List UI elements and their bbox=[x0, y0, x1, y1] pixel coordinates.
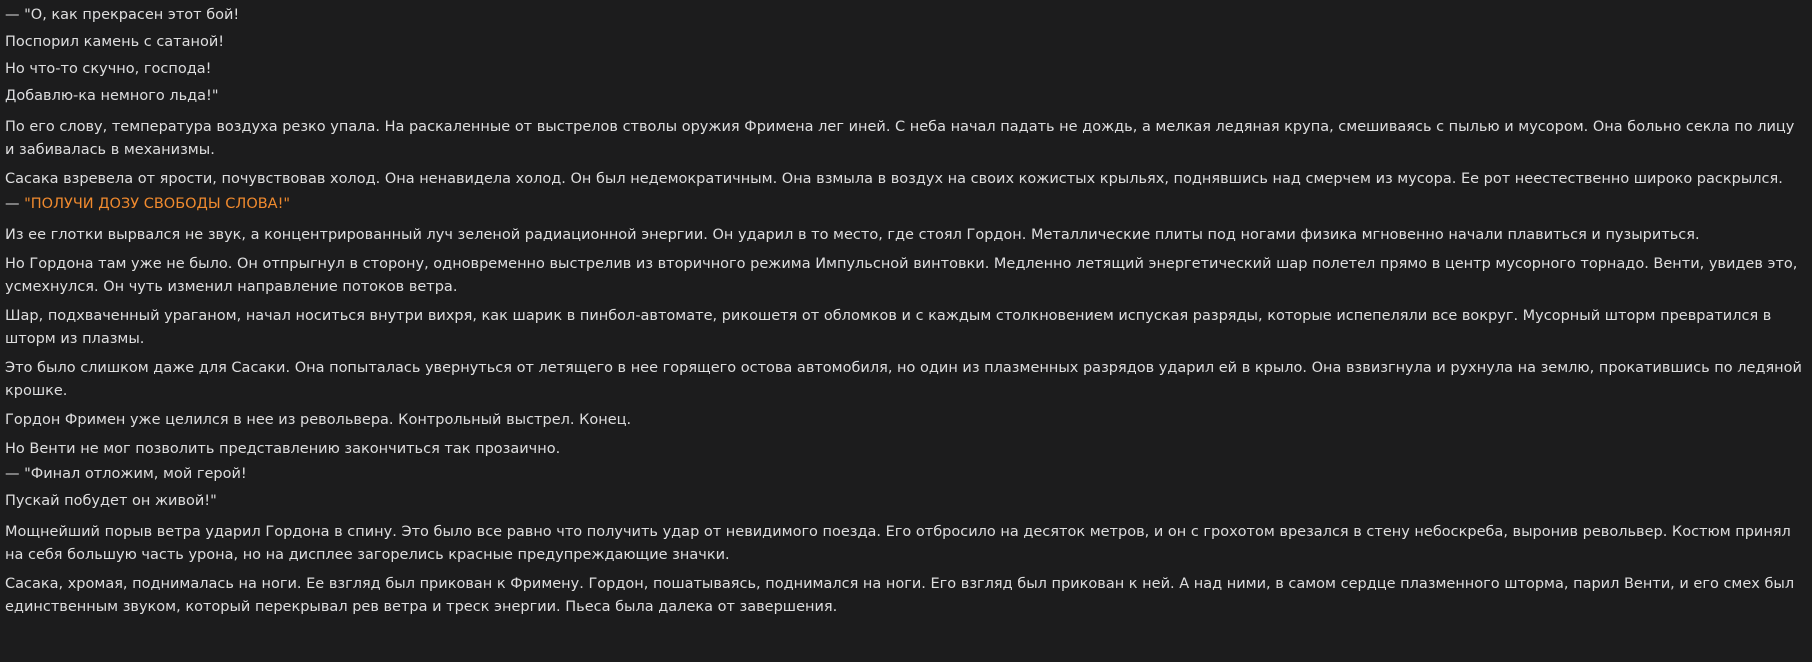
paragraph: Сасака, хромая, поднималась на ноги. Ее взгляд был прикован к Фримену. Гордон, пошатываясь, поднимался на ноги. Его взгляд был прикован к ней. А над ними, в самом сердце плазменного шторма, парил Венти, и его смех был единственным звуком, который перекрывал рев ветра и треск энергии. Пьеса была далека от завершения. bbox=[5, 576, 1795, 615]
verse-line: Пускай побудет он живой!" bbox=[5, 493, 217, 509]
paragraph: Но Венти не мог позволить представлению закончиться так прозаично. bbox=[5, 441, 561, 457]
verse-line: Добавлю-ка немного льда!" bbox=[5, 88, 219, 104]
verse-line: Поспорил камень с сатаной! bbox=[5, 34, 225, 50]
paragraph: Из ее глотки вырвался не звук, а концентрированный луч зеленой радиационной энергии. Он ударил в то место, где стоял Гордон. Металлические плиты под ногами физика мгновенно начали плавиться и пузыриться. bbox=[5, 227, 1700, 243]
paragraph: Шар, подхваченный ураганом, начал носиться внутри вихря, как шарик в пинбол-автомате, рикошетя от обломков и с каждым столкновением испуская разряды, которые испепеляли все вокруг. Мусорный шторм превратился в шторм из плазмы. bbox=[5, 308, 1772, 347]
shout-text: "ПОЛУЧИ ДОЗУ СВОБОДЫ СЛОВА!" bbox=[24, 196, 291, 212]
paragraph: Но Гордона там уже не было. Он отпрыгнул в сторону, одновременно выстрелив из вторичного режима Импульсной винтовки. Медленно летящий энергетический шар полетел прямо в центр мусорного торнадо. Венти, увидев это, усмехнулся. Он чуть изменил направление потоков ветра. bbox=[5, 256, 1798, 295]
paragraph: Мощнейший порыв ветра ударил Гордона в спину. Это было все равно что получить удар от невидимого поезда. Его отбросило на десяток метров, и он с грохотом врезался в стену небоскреба, выронив револьвер. Костюм принял на себя большую часть урона, но на дисплее загорелись красные предупреждающие значки. bbox=[5, 524, 1791, 563]
shout-line bbox=[5, 191, 1805, 218]
paragraph: Гордон Фримен уже целился в нее из револьвера. Контрольный выстрел. Конец. bbox=[5, 412, 632, 428]
shout-dash: — bbox=[5, 196, 25, 212]
verse-line: — "Финал отложим, мой герой! bbox=[5, 466, 247, 482]
paragraph: Это было слишком даже для Сасаки. Она попыталась увернуться от летящего в нее горящего остова автомобиля, но один из плазменных разрядов ударил ей в крыло. Она взвизгнула и рухнула на землю, прокатившись по ледяной крошке. bbox=[5, 360, 1802, 399]
story-text bbox=[5, 2, 1805, 619]
paragraph: По его слову, температура воздуха резко упала. На раскаленные от выстрелов стволы оружия Фримена лег иней. С неба начал падать не дождь, а мелкая ледяная крупа, смешиваясь с пылью и мусором. Она больно секла по лицу и забивалась в механизмы. bbox=[5, 119, 1795, 158]
verse-line: Но что-то скучно, господа! bbox=[5, 61, 212, 77]
verse-line: — "О, как прекрасен этот бой! bbox=[5, 7, 240, 23]
paragraph: Сасака взревела от ярости, почувствовав холод. Она ненавидела холод. Он был недемократичным. Она взмыла в воздух на своих кожистых крыльях, поднявшись над смерчем из мусора. Ее рот неестественно широко раскрылся. bbox=[5, 171, 1783, 187]
